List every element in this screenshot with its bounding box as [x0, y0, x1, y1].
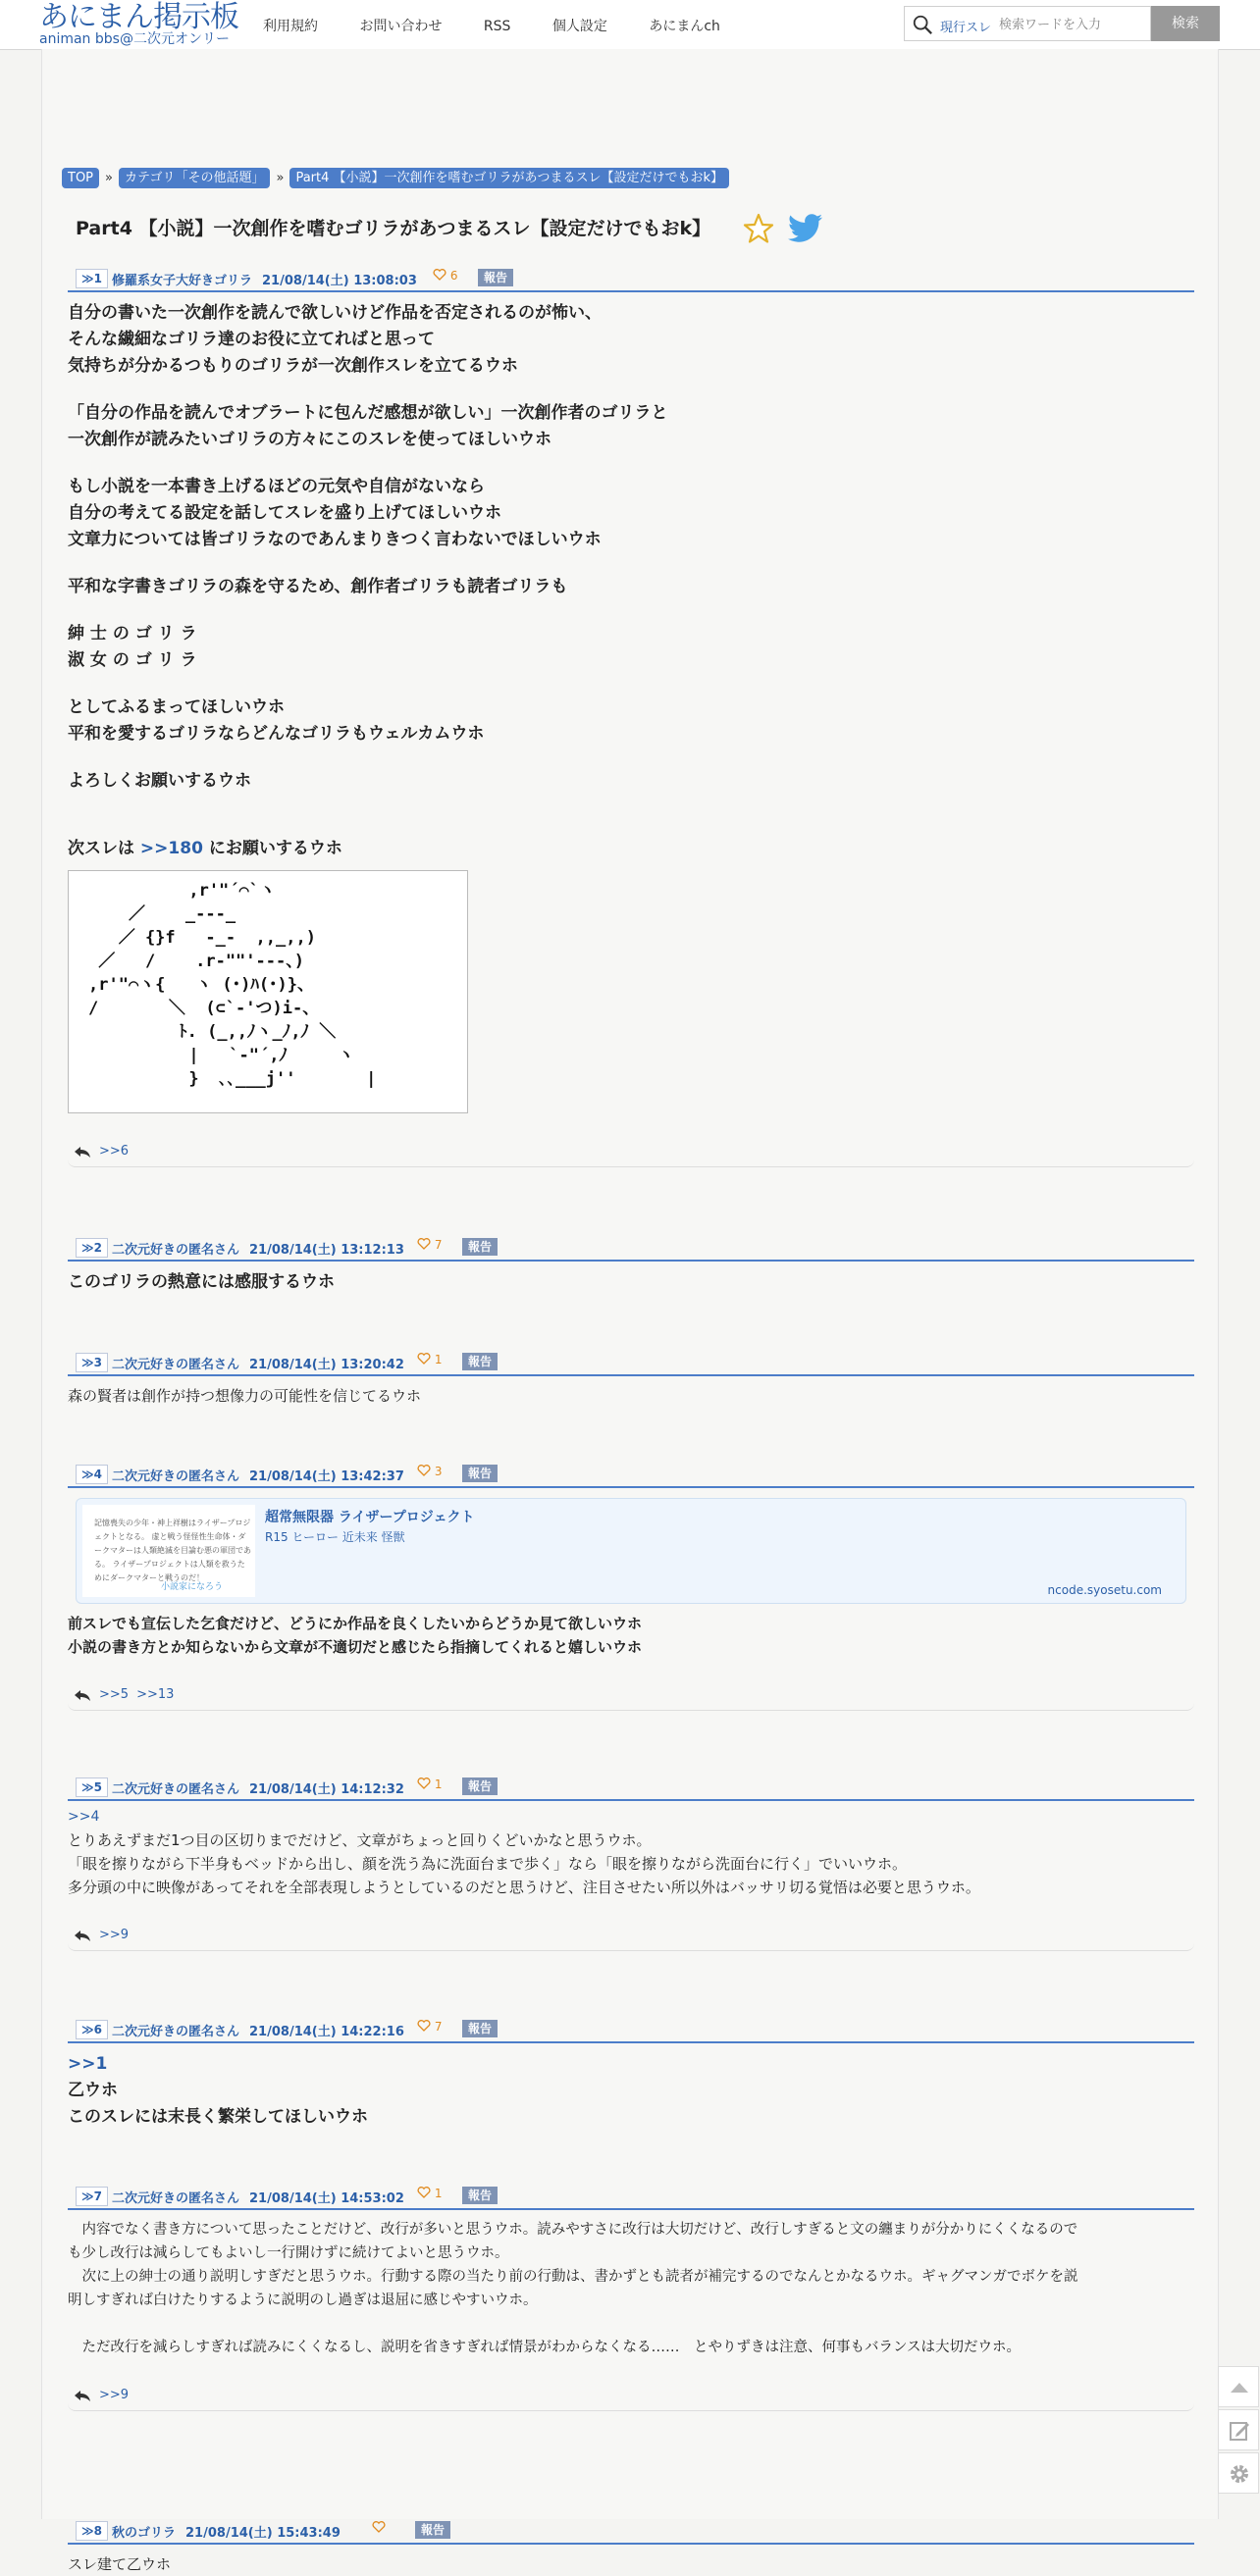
post-4 [68, 1459, 1194, 1711]
like-count: 1 [434, 2187, 443, 2200]
post-date: 21/08/14(土) 14:53:02 [249, 2191, 404, 2206]
post-body [68, 2210, 1194, 2359]
breadcrumb-category[interactable]: カテゴリ「その他話題」 [119, 168, 270, 188]
post-line: 多分頭の中に映像があってそれを全部表現しようとしているのだと思うけど、注目させたい所以外はバッサリ切る覚悟は必要と思うウホ。 [68, 1879, 980, 1896]
post-line: 明しすぎれば白けたりするように説明のし過ぎは退屈に感じやすいウホ。 [68, 2293, 538, 2308]
post-line: 内容でなく書き方について思ったことだけど、改行が多いと思うウホ。読みやすさに改行は大切だけど、改行しすぎると文の纏まりが分かりにくくなるので [68, 2222, 1078, 2238]
nav-rss[interactable]: RSS [483, 19, 511, 34]
link-thumbnail [82, 1505, 255, 1597]
post-line: 平和を愛するゴリラならどんなゴリラもウェルカムウホ [68, 724, 485, 744]
link-domain: ncode.syosetu.com [1047, 1583, 1162, 1597]
post-body [68, 1376, 1194, 1408]
like-count: 6 [449, 269, 458, 283]
author-name[interactable]: 二次元好きの匿名さん [112, 1782, 240, 1797]
logo-subtitle: animan bbs@二次元オンリー [39, 31, 230, 47]
like-button[interactable] [372, 2521, 386, 2535]
reply-link[interactable]: >>13 [136, 1687, 175, 1702]
heart-icon [417, 1777, 431, 1789]
post-line: 平和な字書きゴリラの森を守るため、創作者ゴリラも読者ゴリラも [68, 577, 568, 596]
top-nav [263, 16, 758, 35]
post-body [68, 1262, 1194, 1296]
link-title[interactable]: 超常無限器 ライザープロジェクト [265, 1510, 475, 1525]
heart-icon [417, 1238, 431, 1250]
reply-link[interactable]: >>6 [99, 1144, 130, 1159]
post-number[interactable]: ≫4 [76, 1465, 108, 1484]
post-line: 森の賢者は創作が持つ想像力の可能性を信じてるウホ [68, 1387, 422, 1405]
post-7 [68, 2181, 1194, 2411]
like-count: 1 [434, 1353, 443, 1366]
post-line: 淑 女 の ゴ リ ラ [68, 650, 197, 670]
reply-links [99, 1928, 136, 1942]
post-author[interactable] [112, 270, 417, 288]
scroll-top-button[interactable] [1218, 2366, 1259, 2407]
post-line: としてふるまってほしいウホ [68, 697, 285, 717]
heart-icon [417, 1353, 431, 1365]
search-button[interactable]: 検索 [1151, 6, 1220, 41]
post-date: 21/08/14(土) 14:12:32 [249, 1782, 404, 1797]
post-anchor[interactable]: >>4 [68, 1809, 100, 1825]
post-line: 紳 士 の ゴ リ ラ [68, 624, 197, 644]
post-line: 一次創作が読みたいゴリラの方々にこのスレを使ってほしいウホ [68, 430, 551, 449]
like-button[interactable] [433, 269, 457, 283]
like-count: 3 [434, 1465, 443, 1478]
post-number[interactable]: ≫1 [76, 269, 108, 288]
breadcrumb [62, 168, 729, 188]
link-preview-card[interactable] [76, 1498, 1186, 1604]
post-3 [68, 1347, 1194, 1408]
post-line: 小説の書き方とか知らないから文章が不適切だと感じたら指摘してくれると嬉しいウホ [68, 1638, 643, 1656]
report-button[interactable]: 報告 [462, 1777, 498, 1795]
post-body [68, 2043, 1194, 2131]
post-header [68, 2014, 1194, 2043]
breadcrumb-thread[interactable]: Part4 【小説】一次創作を嗜むゴリラがあつまるスレ【設定だけでもおk】 [289, 168, 729, 188]
post-number[interactable]: ≫8 [76, 2521, 108, 2541]
author-name[interactable]: 二次元好きの匿名さん [112, 1469, 240, 1484]
post-line: よろしくお願いするウホ [68, 771, 251, 791]
like-count: 7 [434, 1238, 443, 1252]
post-header [68, 2181, 1194, 2210]
author-name[interactable]: 二次元好きの匿名さん [112, 1243, 240, 1258]
post-author[interactable] [112, 2522, 341, 2541]
post-line: 「自分の作品を読んでオブラートに包んだ感想が欲しい」一次創作者のゴリラと [68, 403, 668, 423]
like-button[interactable] [417, 1777, 442, 1791]
post-header [68, 1459, 1194, 1488]
post-body [68, 1801, 1194, 1899]
post-author[interactable] [112, 1239, 404, 1258]
post-number[interactable]: ≫6 [76, 2020, 108, 2039]
twitter-icon[interactable] [788, 214, 823, 243]
site-header [0, 0, 1260, 50]
page-title: Part4 【小説】一次創作を嗜むゴリラがあつまるスレ【設定だけでもおk】 [76, 218, 711, 239]
post-date: 21/08/14(土) 15:43:49 [185, 2526, 341, 2541]
heart-icon [417, 2020, 431, 2032]
reply-link[interactable]: >>9 [99, 2388, 130, 2402]
like-button[interactable] [417, 1238, 442, 1252]
next-thread-line: 次スレは >>180 にお願いするウホ [68, 839, 342, 858]
post-body [68, 1610, 1194, 1659]
post-author[interactable] [112, 2188, 404, 2206]
nav-contact[interactable]: お問い合わせ [359, 19, 443, 34]
nav-settings[interactable]: 個人設定 [551, 19, 607, 34]
arrow-up-icon [1228, 2376, 1251, 2399]
next-thread-anchor[interactable]: >>180 [139, 839, 203, 858]
like-count: 1 [434, 1777, 443, 1791]
post-line: もし小説を一本書き上げるほどの元気や自信がないなら [68, 477, 485, 496]
post-8 [68, 2515, 1194, 2576]
thumbnail-text: 記憶喪失の少年・神上祥樹はライザープロジェクトとなる。 虚と戦う怪怪性生命体・ダークマターは人類絶滅を目論む悪の軍団である。 ライザープロジェクトは人類を救うためにダークマターと戦うのだ！ [94, 1519, 251, 1582]
like-button[interactable] [417, 2187, 442, 2200]
post-line: スレ建て乙ウホ [68, 2555, 172, 2573]
report-button[interactable]: 報告 [462, 1465, 498, 1482]
reply-icon [74, 1145, 91, 1159]
post-header [68, 1347, 1194, 1376]
post-body [68, 2545, 1194, 2576]
gear-icon [1228, 2462, 1251, 2486]
heart-icon [417, 1465, 431, 1476]
author-name[interactable]: 二次元好きの匿名さん [112, 2191, 240, 2206]
post-line: このスレには末長く繁栄してほしいウホ [68, 2107, 368, 2127]
reply-bar [68, 1684, 1194, 1711]
like-count: 7 [434, 2020, 443, 2034]
post-date: 21/08/14(土) 14:22:16 [249, 2025, 404, 2039]
reply-link[interactable]: >>5 [99, 1687, 130, 1702]
main-column [41, 49, 1219, 2573]
post-line: 乙ウホ [68, 2081, 118, 2100]
search-input[interactable] [997, 12, 1148, 37]
post-line: そんな繊細なゴリラ達のお役に立てればと思って [68, 330, 435, 349]
post-2 [68, 1232, 1194, 1296]
post-line: 文章力については皆ゴリラなのであんまりきつく言わないでほしいウホ [68, 530, 602, 549]
post-line: 次に上の紳士の通り説明しすぎだと思うウホ。行動する際の当たり前の行動は、書かずとも読者が補完するのでなんとかなるウホ。ギャグマンガでボケを説 [68, 2269, 1078, 2285]
search-box [904, 6, 1151, 41]
reply-bar [68, 1925, 1194, 1951]
post-number[interactable]: ≫3 [76, 1353, 108, 1372]
reply-icon [74, 2389, 91, 2402]
post-date: 21/08/14(土) 13:08:03 [262, 274, 417, 288]
nav-animanch[interactable]: あにまんch [649, 19, 720, 34]
ascii-art-box [68, 870, 468, 1113]
report-button[interactable]: 報告 [462, 2187, 498, 2204]
post-author[interactable] [112, 1354, 404, 1372]
search-icon [912, 14, 933, 35]
heart-icon [433, 269, 446, 281]
author-name[interactable]: 修羅系女子大好きゴリラ [112, 274, 253, 288]
reply-links [99, 1144, 136, 1159]
post-number[interactable]: ≫5 [76, 1777, 108, 1797]
post-header [68, 1772, 1194, 1801]
breadcrumb-separator: » [105, 171, 113, 185]
post-number[interactable]: ≫2 [76, 1238, 108, 1258]
post-author[interactable] [112, 1778, 404, 1797]
post-date: 21/08/14(土) 13:20:42 [249, 1358, 404, 1372]
reply-icon [74, 1688, 91, 1702]
breadcrumb-top[interactable]: TOP [62, 168, 99, 188]
author-name[interactable]: 二次元好きの匿名さん [112, 1358, 240, 1372]
post-line: 「眼を擦りながら下半身もベッドから出し、顔を洗う為に洗面台まで歩く」なら「眼を擦りながら洗面台に行く」でいいウホ。 [68, 1855, 908, 1873]
like-button[interactable] [417, 2020, 442, 2034]
reply-link[interactable]: >>9 [99, 1928, 130, 1942]
post-6 [68, 2014, 1194, 2131]
heart-icon [372, 2521, 386, 2533]
reply-links [99, 2388, 136, 2402]
reply-bar [68, 2385, 1194, 2411]
like-button[interactable] [417, 1465, 442, 1478]
thumbnail-logo: 小説家になろう [161, 1582, 224, 1592]
search-scope[interactable]: 現行スレ [940, 21, 992, 35]
post-line: 自分の考えてる設定を話してスレを盛り上げてほしいウホ [68, 503, 501, 523]
post-line: ただ改行を減らしすぎれば読みにくくなるし、説明を省きすぎれば情景がわからなくなる…… とやりずきは注意、何事もバランスは大切だウホ。 [68, 2340, 1022, 2355]
post-line: 気持ちが分かるつもりのゴリラが一次創作スレを立てるウホ [68, 356, 518, 376]
edit-icon [1228, 2419, 1251, 2443]
post-line: 前スレでも宣伝した乞食だけど、どうにか作品を良くしたいからどうか見て欲しいウホ [68, 1615, 643, 1632]
post-date: 21/08/14(土) 13:12:13 [249, 1243, 404, 1258]
report-button[interactable]: 報告 [462, 2020, 498, 2037]
like-button[interactable] [417, 1353, 442, 1366]
report-button[interactable]: 報告 [415, 2521, 450, 2539]
reply-links [99, 1687, 182, 1702]
report-button[interactable]: 報告 [462, 1353, 498, 1370]
post-line: も少し改行は減らしてもよいし一行開けずに続けてよいと思うウホ。 [68, 2245, 509, 2261]
ascii-art: ,r'"´⌒`ヽ ／ _‐-‐_ ／ {}f -_- ,,_,,) ／ / .r‐""'-‐-、) ,r'"⌒ヽ{ ヽ (･)ﾊ(･)}、 / ＼ (⊂`-'つ)i-、 ﾄ. (_,,ﾉヽ_ﾉ,ﾉ ＼ | `-"´,ﾉ ヽ } ､､___j'' | [88, 881, 377, 1089]
post-body [68, 292, 1194, 1113]
author-name[interactable]: 二次元好きの匿名さん [112, 2025, 240, 2039]
post-date: 21/08/14(土) 13:42:37 [249, 1469, 404, 1484]
post-1 [68, 263, 1194, 1167]
post-author[interactable] [112, 1466, 404, 1484]
reply-icon [74, 1929, 91, 1942]
post-anchor[interactable]: >>1 [68, 2054, 108, 2074]
logo-title[interactable]: あにまん掲示板 [39, 0, 238, 34]
nav-terms[interactable]: 利用規約 [263, 19, 318, 34]
post-line: とりあえずまだ1つ目の区切りまでだけど、文章がちょっと回りくどいかなと思うウホ。 [68, 1831, 652, 1849]
post-line: 自分の書いた一次創作を読んで欲しいけど作品を否定されるのが怖い、 [68, 303, 602, 323]
post-author[interactable] [112, 2021, 404, 2039]
reply-bar [68, 1141, 1194, 1167]
post-header [68, 1232, 1194, 1262]
report-button[interactable]: 報告 [462, 1238, 498, 1256]
breadcrumb-separator: » [276, 171, 285, 185]
author-name[interactable]: 秋のゴリラ [112, 2526, 177, 2541]
post-line: このゴリラの熱意には感服するウホ [68, 1272, 335, 1292]
link-tags: R15 ヒーロー 近未来 怪獣 [265, 1530, 405, 1544]
post-5 [68, 1772, 1194, 1951]
settings-button[interactable] [1218, 2452, 1259, 2494]
post-header [68, 2515, 1194, 2545]
post-number[interactable]: ≫7 [76, 2187, 108, 2206]
site-logo[interactable] [39, 0, 238, 45]
write-button[interactable] [1218, 2409, 1259, 2450]
heart-icon [417, 2187, 431, 2198]
star-icon[interactable] [742, 212, 775, 245]
report-button[interactable]: 報告 [478, 269, 513, 286]
post-header [68, 263, 1194, 292]
